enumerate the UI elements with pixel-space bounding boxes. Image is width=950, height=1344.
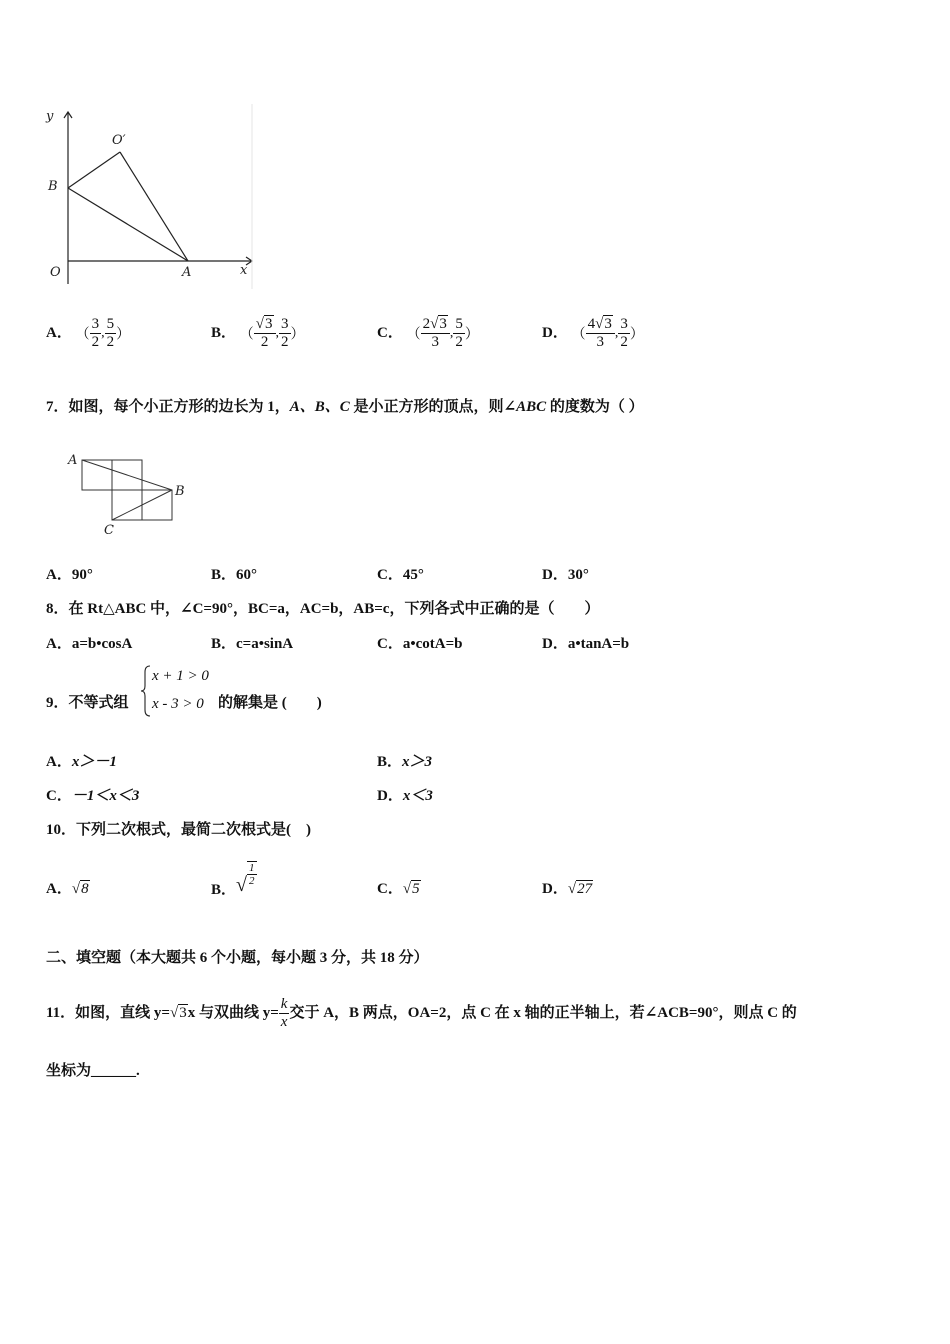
q9-option-d[interactable]: D．x＜3 <box>377 788 433 804</box>
label-c: C <box>104 523 114 538</box>
grid-figure <box>64 448 194 540</box>
q8-option-c[interactable]: C．a•cotA=b <box>377 636 463 652</box>
question-11-line-2: 坐标为______. <box>46 1063 140 1079</box>
inequality-line-1: x + 1 > 0 <box>152 668 209 684</box>
inequality-line-2: x - 3 > 0 <box>152 696 204 712</box>
q8-option-b[interactable]: B．c=a•sinA <box>211 636 294 652</box>
q7-option-a[interactable]: A．90° <box>46 567 93 583</box>
q10-option-c[interactable]: C．√5 <box>377 881 420 897</box>
fraction: $\frac{2√3}{3}$ <box>421 316 450 351</box>
sqrt-icon: √ <box>595 316 604 332</box>
q6-option-b[interactable]: B． （ $\frac{√3}{2}$ , $\frac{3}{2}$ ） <box>211 316 305 350</box>
label-a: A <box>182 265 192 280</box>
coordinate-figure <box>40 104 260 294</box>
sqrt-icon: √ <box>71 881 81 897</box>
segment-oprime-a <box>120 152 188 261</box>
q7-option-c[interactable]: C．45° <box>377 567 424 583</box>
segment-a-b <box>82 460 172 490</box>
question-11-line-1: 11．如图，直线 y=√3x 与双曲线 y= $\frac{k}{x}$ 交于 A，B 两点，OA=2，点 C 在 x 轴的正半轴上，若∠ACB=90°，则点 C 的 <box>46 996 797 1030</box>
label-x: x <box>240 263 248 278</box>
q9-option-b[interactable]: B．x＞3 <box>377 754 433 770</box>
label-o: O <box>50 265 61 280</box>
sqrt-icon: √ <box>255 316 264 332</box>
fraction: $\frac{3}{2}$ <box>281 316 289 350</box>
q6-option-d[interactable]: D． （ $\frac{4√3}{3}$ , $\frac{3}{2}$ ） <box>542 316 644 350</box>
q8-option-d[interactable]: D．a•tanA=b <box>542 636 630 652</box>
fraction: $\frac{5}{2}$ <box>455 316 463 350</box>
sqrt-icon: √ <box>567 881 577 897</box>
segment-b-a <box>68 188 188 261</box>
q8-option-a[interactable]: A．a=b•cosA <box>46 636 133 652</box>
question-9-prefix: 9．不等式组 <box>46 695 129 711</box>
section-2-title: 二、填空题（本大题共 6 个小题，每小题 3 分，共 18 分） <box>46 950 429 966</box>
question-8-text: 8．在 Rt△ABC 中，∠C=90°，BC=a，AC=b，AB=c，下列各式中正确的是（ ） <box>46 601 600 617</box>
segment-b-oprime <box>68 152 120 188</box>
label-b: B <box>175 484 185 499</box>
label-o-prime: O′ <box>112 133 126 148</box>
q9-option-a[interactable]: A．x＞－1 <box>46 754 117 770</box>
fraction: $\frac{3}{2}$ <box>620 316 628 350</box>
fraction: $\frac{5}{2}$ <box>106 316 115 350</box>
label-y: y <box>46 109 54 124</box>
question-9-suffix: 的解集是 ( ) <box>218 695 322 711</box>
q7-option-b[interactable]: B．60° <box>211 567 258 583</box>
sqrt-icon: √ <box>169 1004 179 1021</box>
question-7-text: 7．如图，每个小正方形的边长为 1，A、B、C 是小正方形的顶点，则∠ABC 的度数为（ ） <box>46 399 644 415</box>
fraction: $\frac{3}{2}$ <box>91 316 100 350</box>
left-brace-icon <box>140 664 152 718</box>
sqrt-icon: √ <box>402 881 412 897</box>
sqrt-icon: √ <box>236 874 247 896</box>
label-a: A <box>68 453 78 468</box>
label-b: B <box>48 179 58 194</box>
question-10-text: 10．下列二次根式，最简二次根式是( ) <box>46 822 311 838</box>
sqrt-icon: √ <box>430 316 439 332</box>
q7-option-d[interactable]: D．30° <box>542 567 589 583</box>
q10-option-a[interactable]: A．√8 <box>46 881 89 897</box>
fraction: $\frac{√3}{2}$ <box>254 316 276 351</box>
fraction: $\frac{4√3}{3}$ <box>586 316 615 351</box>
q6-option-a[interactable]: A． （ $\frac{3}{2}$ , $\frac{5}{2}$ ） <box>46 316 131 350</box>
q10-option-d[interactable]: D．√27 <box>542 881 593 897</box>
q10-option-b[interactable]: B．√ $\frac{1}{2}$ <box>211 861 255 898</box>
fraction: $\frac{k}{x}$ <box>280 996 288 1030</box>
fraction: $\frac{1}{2}$ <box>249 861 255 887</box>
q6-option-c[interactable]: C． （ $\frac{2√3}{3}$ , $\frac{5}{2}$ ） <box>377 316 479 350</box>
q9-option-c[interactable]: C．－1＜x＜3 <box>46 788 140 804</box>
